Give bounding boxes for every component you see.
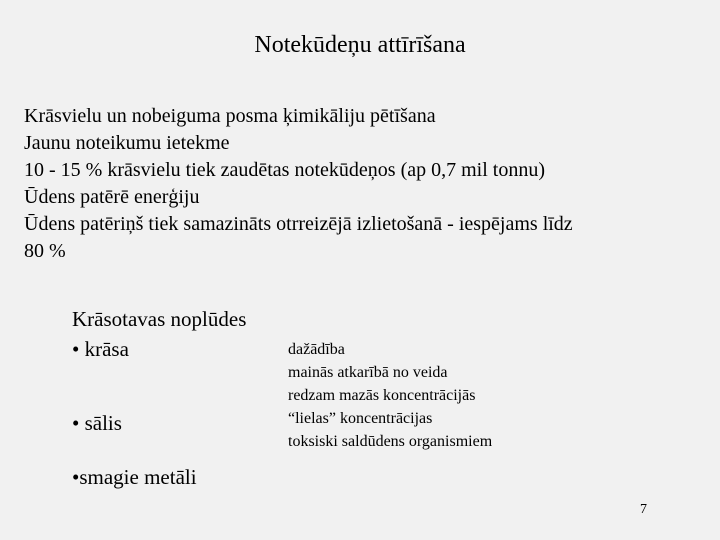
body-line: Ūdens patēriņš tiek samazināts otrreizējā izlietošanā - iespējams līdz bbox=[24, 213, 573, 235]
slide-title: Notekūdeņu attīrīšana bbox=[254, 32, 466, 58]
leak-item-metals: •smagie metāli bbox=[72, 465, 197, 489]
leak-item-dye: • krāsa bbox=[72, 337, 129, 361]
body-line: Krāsvielu un nobeiguma posma ķimikāliju pētīšana bbox=[24, 105, 436, 127]
note-line: “lielas” koncentrācijas bbox=[288, 410, 433, 427]
body-line: Ūdens patērē enerģiju bbox=[24, 186, 200, 208]
note-line: toksiski saldūdens organismiem bbox=[288, 433, 493, 450]
body-line: 10 - 15 % krāsvielu tiek zaudētas notekūdeņos (ap 0,7 mil tonnu) bbox=[24, 159, 545, 181]
notes-list bbox=[288, 338, 688, 453]
body-line: 80 % bbox=[24, 240, 66, 262]
note-line: dažādība bbox=[288, 341, 345, 358]
page-number: 7 bbox=[640, 502, 647, 517]
leak-heading: Krāsotavas noplūdes bbox=[72, 307, 247, 331]
body-line: Jaunu noteikumu ietekme bbox=[24, 132, 230, 154]
note-line: redzam mazās koncentrācijās bbox=[288, 387, 476, 404]
note-line: mainās atkarībā no veida bbox=[288, 364, 448, 381]
leak-item-salt: • sālis bbox=[72, 411, 122, 435]
body-text bbox=[24, 103, 704, 265]
